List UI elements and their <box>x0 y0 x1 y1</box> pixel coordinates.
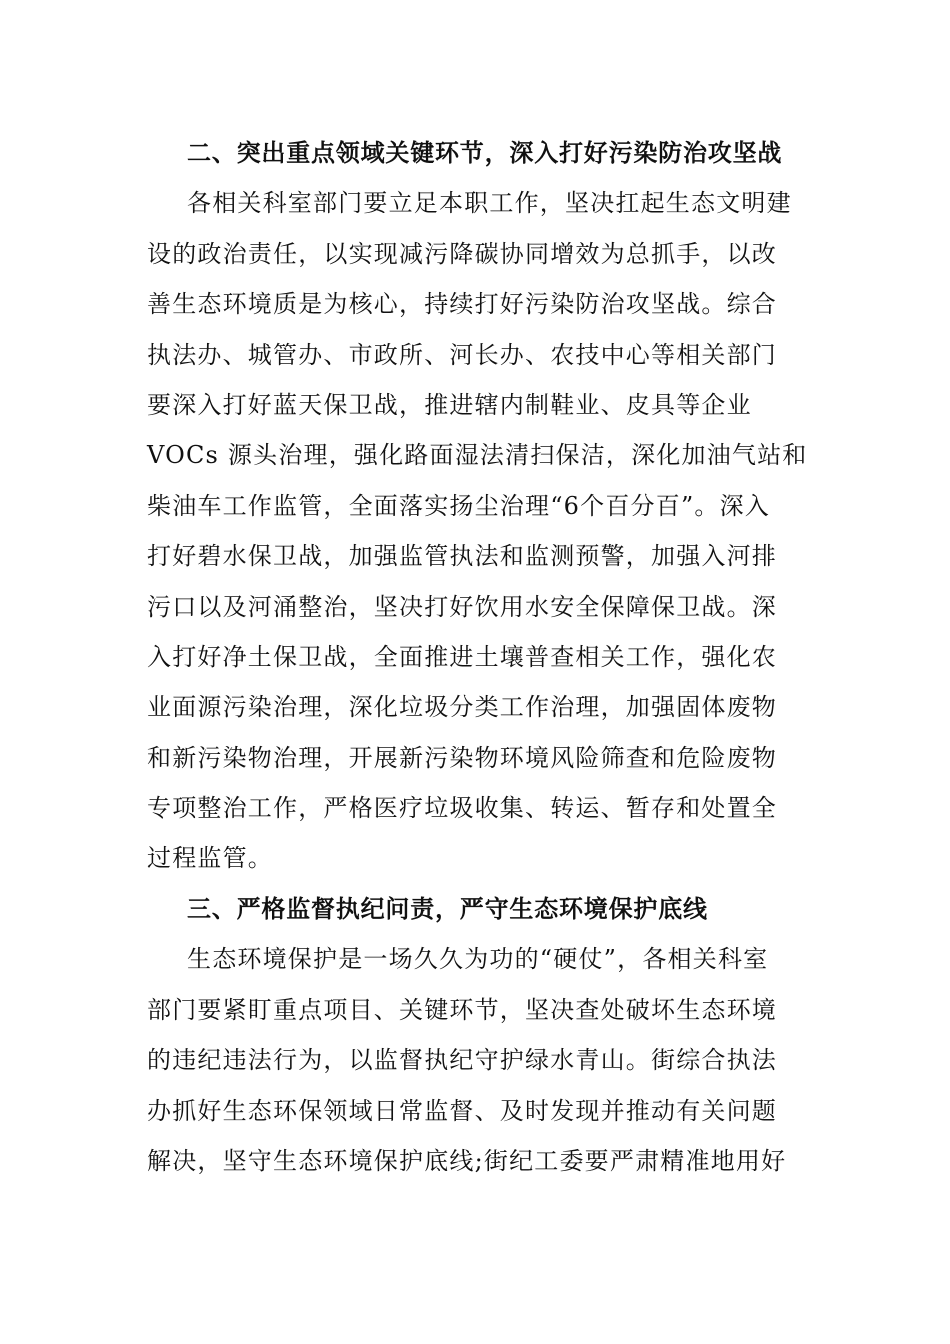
section-3 <box>147 884 807 1186</box>
paragraph-line: 污口以及河涌整治，坚决打好饮用水安全保障保卫战。深 <box>147 592 777 621</box>
paragraph-line: 打好碧水保卫战，加强监管执法和监测预警，加强入河排 <box>147 542 777 571</box>
paragraph-line: 执法办、城管办、市政所、河长办、农技中心等相关部门 <box>147 340 777 369</box>
paragraph-line: 和新污染物治理，开展新污染物环境风险筛查和危险废物 <box>147 743 777 772</box>
paragraph-line: 生态环境保护是一场久久为功的“硬仗”，各相关科室 <box>187 945 769 974</box>
paragraph-line: VOCs 源头治理，强化路面湿法清扫保洁，深化加油气站和 <box>147 441 808 470</box>
paragraph-line: 的违纪违法行为，以监督执纪守护绿水青山。街综合执法 <box>147 1046 777 1075</box>
paragraph-line: 过程监管。 <box>147 844 273 873</box>
paragraph-line: 要深入打好蓝天保卫战，推进辖内制鞋业、皮具等企业 <box>147 390 752 419</box>
paragraph-line: 设的政治责任，以实现减污降碳协同增效为总抓手，以改 <box>147 239 777 268</box>
paragraph-line: 柴油车工作监管，全面落实扬尘治理“6个百分百”。深入 <box>147 491 771 520</box>
paragraph-line: 善生态环境质是为核心，持续打好污染防治攻坚战。综合 <box>147 290 777 319</box>
paragraph-line: 解决，坚守生态环境保护底线;街纪工委要严肃精准地用好 <box>147 1146 787 1175</box>
paragraph-line: 办抓好生态环保领域日常监督、及时发现并推动有关问题 <box>147 1096 777 1125</box>
section-2 <box>147 128 807 884</box>
paragraph-line: 入打好净土保卫战，全面推进土壤普查相关工作，强化农 <box>147 642 777 671</box>
section-heading: 二、突出重点领域关键环节，深入打好污染防治攻坚战 <box>187 139 783 167</box>
paragraph-line: 专项整治工作，严格医疗垃圾收集、转运、暂存和处置全 <box>147 794 777 823</box>
paragraph-line: 业面源污染治理，深化垃圾分类工作治理，加强固体废物 <box>147 693 777 722</box>
paragraph-line: 各相关科室部门要立足本职工作，坚决扛起生态文明建 <box>187 189 792 218</box>
paragraph-line: 部门要紧盯重点项目、关键环节，坚决查处破坏生态环境 <box>147 995 777 1024</box>
section-heading: 三、严格监督执纪问责，严守生态环境保护底线 <box>187 895 708 923</box>
